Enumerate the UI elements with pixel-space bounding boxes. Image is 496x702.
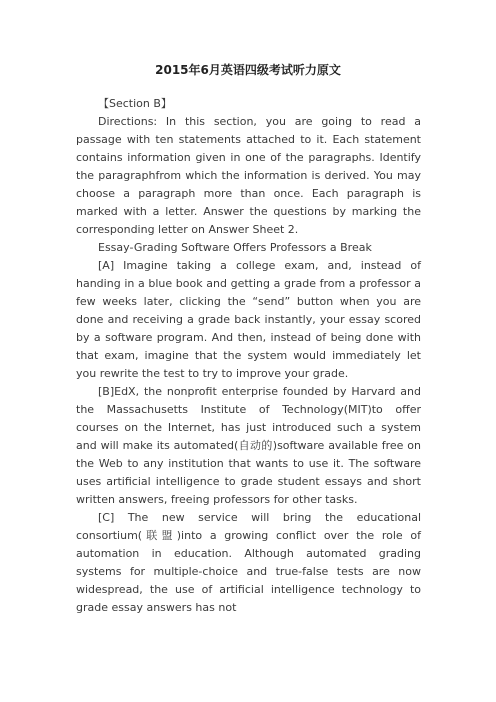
passage-title: Essay-Grading Software Offers Professors a Break (98, 241, 372, 254)
paragraph-a: [A] Imagine taking a college exam, and, instead of handing in a blue book and getting a grade from a professor a few weeks later, clicking the “send” button when you are done and receiving a grade back instantly, your essay scored by a software program. And then, instead of being done with that exam, imagine that the system would immediately let you rewrite the test to try to improve your grade. (76, 259, 421, 380)
document-title: 2015年6月英语四级考试听力原文 (155, 63, 341, 77)
directions-paragraph: Directions: In this section, you are going to read a passage with ten statements attached to it. Each statement contains information given in one of the paragraphs. Identify the paragraphfrom which the information is derived. You may choose a paragraph more than once. Each paragraph is marked with a letter. Answer the questions by marking the corresponding letter on Answer Sheet 2. (76, 115, 421, 236)
document-body (76, 95, 421, 617)
section-label: 【Section B】 (98, 97, 172, 110)
paragraph-c: [C] The new service will bring the educational consortium(联盟)into a growing conflict over the role of automation in education. Although automated grading systems for multiple-choice and true-false tests are now widespread, the use of artificial intelligence technology to grade essay answers has not (76, 511, 421, 614)
paragraph-b: [B]EdX, the nonprofit enterprise founded by Harvard and the Massachusetts Institute of Technology(MIT)to offer courses on the Internet, has just introduced such a system and will make its automated(自动的)software available free on the Web to any institution that wants to use it. The software uses artificial intelligence to grade student essays and short written answers, freeing professors for other tasks. (76, 385, 421, 506)
